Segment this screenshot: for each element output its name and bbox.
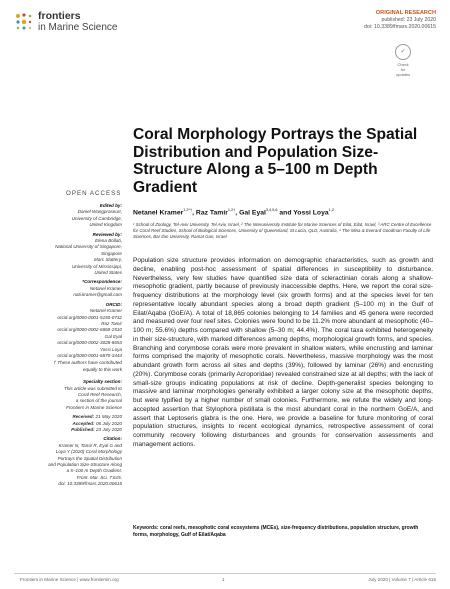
correspondence-info[interactable]: Netanel Kramer nati.kramer@gmail.com	[73, 285, 122, 298]
published-row: Published: 23 July 2020	[71, 427, 122, 432]
keywords-label: Keywords:	[133, 525, 159, 531]
reviewer-info: Elena Bollati, National University of Singapore, Singapore Marc Slattery, University of Mississippi, United States	[55, 238, 122, 276]
orcid-info[interactable]: Netanel Kramer orcid.org/0000-0001-5150-0732 Raz Tamir orcid.org/0000-0002-6868-2510 Gal Eyal orcid.org/0000-0002-3028-8653 Yossi Loya orcid.org/0000-0001-6870-3444	[57, 308, 122, 358]
published-date: published: 23 July 2020	[381, 17, 436, 23]
reviewed-by-label: Reviewed by:	[92, 231, 122, 237]
keywords	[133, 525, 433, 538]
footer-divider	[14, 573, 436, 574]
doi-link[interactable]: doi: 10.3389/fmars.2020.00615	[364, 24, 436, 30]
equal-contribution-note: † These authors have contributed equally to this work	[53, 360, 122, 372]
keywords-text: coral reefs, mesophotic coral ecosystems (MCEs), size-frequency distributions, population structure, growth forms, morphology, Gulf of Eilat/Aqaba	[133, 525, 419, 538]
footer-journal[interactable]: Frontiers in Marine Science | www.frontiersin.org	[20, 577, 119, 582]
received-row: Received: 21 May 2020	[72, 414, 122, 420]
article-type: ORIGINAL RESEARCH	[375, 10, 436, 16]
journal-name: in Marine Science	[38, 22, 118, 33]
page-number: 1	[222, 577, 225, 582]
citation-label: Citation:	[103, 436, 122, 442]
editor-info: Daniel Wangpraseurt, University of Cambridge, United Kingdom	[71, 209, 122, 228]
brand-name: frontiers	[38, 10, 81, 22]
check-updates-icon[interactable]: ✓	[395, 44, 411, 60]
footer-volume: July 2020 | Volume 7 | Article 615	[368, 577, 436, 582]
author-name[interactable]: Gal Eyal	[239, 209, 266, 217]
edited-by-label: Edited by:	[99, 203, 122, 208]
citation-text: Kramer N, Tamir R, Eyal G and Loya Y (2020) Coral Morphology Portrays the Spatial Distribution and Population Size-Structure Along a 5–100 m Depth Gradient. Front. Mar. Sci. 7:615. doi: 10.3389/fmars.2020.00615	[48, 442, 122, 487]
author-name[interactable]: Raz Tamir	[195, 209, 228, 217]
author-list: Netanel Kramer$^{1,2*\dagger}$, Raz Tamir$^{1,2\dagger}$, Gal Eyal$^{3,4,5,6}$ and Yossi Loya$^{1,2}$	[133, 208, 334, 217]
article-title: Coral Morphology Portrays the Spatial Distribution and Population Size-Structure Along a 5–100 m Depth Gradient	[133, 126, 418, 196]
article-sidebar	[20, 203, 122, 488]
orcid-label: ORCID:	[105, 301, 122, 307]
open-access-label: OPEN ACCESS	[66, 190, 122, 197]
author-name[interactable]: Netanel Kramer	[133, 209, 184, 217]
article-meta	[364, 10, 436, 31]
affiliations: ¹ School of Zoology, Tel-Aviv University, Tel Aviv, Israel, ² The Interuniversity Institute for Marine Sciences of Eilat, Eilat, Israel, ³ ARC Centre of Excellence for Coral Reef Studies, School of Biological Sciences, University of Queensland, St Lucia, QLD, Australia, ⁴ The Mina & Everard Goodman Faculty of Life Sciences, Bar Ilan University, Ramat Gan, Israel	[133, 222, 432, 240]
abstract-text: Population size structure provides information on demographic characteristics, such as growth and decline, enabling post-hoc assessment of spatial differences in susceptibility to disturbance. Nevertheless, very few studies have quantified size data of scleractinian corals along a shallow-mesophotic gradient, partly because of previously inaccessible depths. Here, we report the coral size-frequency distributions at the morphology level (six growth forms) and at the species level for ten representative locally abundant species along a broad depth gradient (5–100 m) in the Gulf of Eilat/Aqaba (GoE/A). A total of 18,865 colonies belonging to 14 families and 45 genera were recorded and measured over four reef sites. Colonies were found to be 11.2% more abundant at mesophotic (40–100 m; 55.6%) depths compared with shallow (5–30 m; 44.4%). The coral taxa exhibited heterogeneity in their size-structure, with marked differences among depths, morphological growth forms, and species. Branching and corymbose corals were more prevalent in shallow waters, while encrusting and laminar forms comprised the majority of mesophotic corals. Nevertheless, massive morphology was the most abundant growth form across all sites and depths (39%), followed by laminar (26%) and encrusting (20%). Corymbose corals (primarily Acroporidae) revealed constrained size at all depths; with the lack of small-size groups indicating populations at risk of decline. Depth-generalist species belonging to massive and laminar morphologies generally exhibited a larger colony size at the mesophotic depths, but were typified by a higher number of small colonies. Furthermore, we refute the widely and long-accepted assertion that Stylophora pistillata is the most abundant coral in the northern GoE/A, and assert that Leptoseris glabra is the one. Here, we provide a baseline for future monitoring of coral population structures, insights to recent ecological dynamics, retrospective assessment of coral community recovery following disturbances and grounds for conservation assessments and management actions.	[133, 257, 433, 448]
frontiers-logo-icon[interactable]	[14, 12, 34, 32]
specialty-section-label: Specialty section:	[82, 379, 122, 385]
accepted-row: Accepted: 06 July 2020	[72, 420, 122, 426]
check-updates-label[interactable]: Check for updates	[395, 62, 411, 77]
specialty-section-info: This article was submitted to Coral Reef Research, a section of the journal Frontiers in Marine Science	[64, 385, 122, 410]
correspondence-label: *Correspondence:	[82, 279, 122, 285]
author-name[interactable]: Yossi Loya	[293, 209, 329, 217]
journal-logo[interactable]	[38, 11, 117, 33]
